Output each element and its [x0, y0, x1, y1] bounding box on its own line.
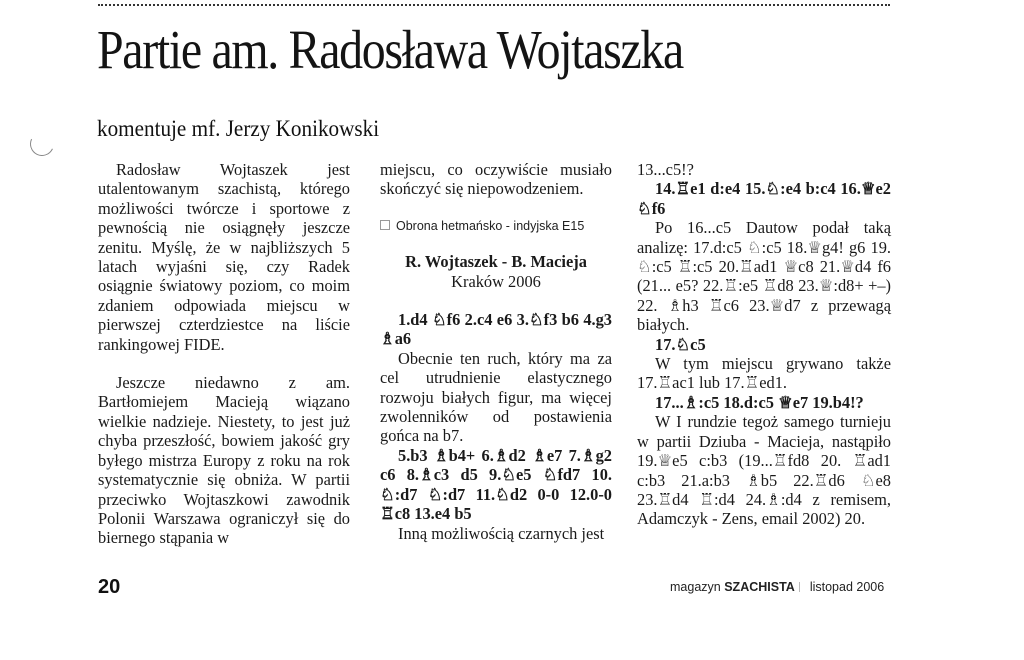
move-list: 5.b3 ♗b4+ 6.♗d2 ♗e7 7.♗g2 c6 8.♗c3 d5 9.♘e5 ♘fd7 10. ♘:d7 ♘:d7 11.♘d2 0-0 12.0-0 ♖c8 13.e4 b5	[380, 445, 612, 524]
comment: Inną możliwością czarnych jest	[398, 523, 605, 543]
move-list: 1.d4 ♘f6 2.c4 e6 3.♘f3 b6 4.g3 ♗a6	[380, 310, 612, 349]
column-2	[380, 160, 612, 543]
article-title: Partie am. Radosława Wojtaszka	[97, 19, 683, 80]
square-icon	[380, 220, 390, 230]
opening-text: Obrona hetmańsko - indyjska E15	[396, 218, 585, 233]
move-list: 17.♘c5	[655, 334, 706, 354]
game-players: R. Wojtaszek - B. Macieja	[405, 252, 587, 272]
paragraph: miejscu, co oczywiście musiało skończyć się niepowodzeniem.	[380, 160, 612, 199]
comment: W tym miejscu grywano także 17.♖ac1 lub 17.♖ed1.	[637, 354, 891, 393]
issue-date: listopad 2006	[809, 580, 885, 594]
comment: Po 16...c5 Dautow podał taką analizę: 17.d:c5 ♘:c5 18.♕g4! g6 19. ♘:c5 ♖:c5 20.♖ad1 ♕c8 21.♕d4 f6 (21... e5? 22.♖:e5 ♖d8 23.♕:d8+ +–) 22. ♗h3 ♖c6 23.♕d7 z przewagą białych.	[637, 218, 891, 335]
magazine-name: SZACHISTA	[724, 580, 795, 594]
article-byline: komentuje mf. Jerzy Konikowski	[97, 116, 380, 141]
page-number: 20	[98, 576, 121, 598]
column-1	[98, 160, 350, 548]
opening-label	[380, 217, 612, 236]
column-3	[637, 160, 891, 529]
paragraph: Radosław Wojtaszek jest utalentowanym szachistą, którego możliwości twórcze i sportowe z pewnością nie osiągnęły jeszcze zenitu. Myślę, że w najbliższych 5 latach wyjaśni się, czy Radek osiągnie światowy poziom, co moim zdaniem odpowiada miejscu w pierwszej czterdziestce na liście rankingowej FIDE.	[98, 160, 350, 354]
move-list: 17...♗:c5 18.d:c5 ♕e7 19.b4!?	[655, 392, 864, 412]
move-list: 14.♖e1 d:e4 15.♘:e4 b:c4 16.♕e2 ♘f6	[637, 179, 891, 218]
paragraph-gap	[380, 291, 612, 310]
magazine-prefix: magazyn	[670, 580, 721, 594]
game-place: Kraków 2006	[451, 271, 541, 291]
paragraph: Jeszcze niedawno z am. Bartłomiejem Macieją wiązano wielkie nadzieje. Niestety, to jest już chyba przeszłość, bowiem jakość gry byłego mistrza Europy z roku na rok systematycznie się obniża. W partii przeciwko Wojtaszkowi zawodnik Polonii Warszawa ograniczył się do biernego stąpania w	[98, 373, 350, 548]
comment: W I rundzie tegoż samego turnieju w partii Dziuba - Macieja, nastąpiło 19.♕e5 c:b3 (19...♖fd8 20. ♖ad1 c:b3 21.a:b3 ♗b5 22.♖d6 ♘e8 23.♖d4 ♖:d4 24.♗:d4 z remisem, Adamczyk - Zens, email 2002) 20.	[637, 412, 891, 529]
running-footer	[670, 580, 884, 594]
scan-edge-mark	[27, 129, 58, 160]
comment: Obecnie ten ruch, który ma za cel utrudnienie elastycznego rozwoju białych figur, ma więcej zwolenników od postawienia gońca na b7.	[380, 348, 612, 446]
comment: 13...c5!?	[637, 160, 694, 179]
footer-separator	[799, 582, 806, 592]
paragraph-gap	[98, 354, 350, 373]
top-dotted-rule	[98, 4, 890, 6]
